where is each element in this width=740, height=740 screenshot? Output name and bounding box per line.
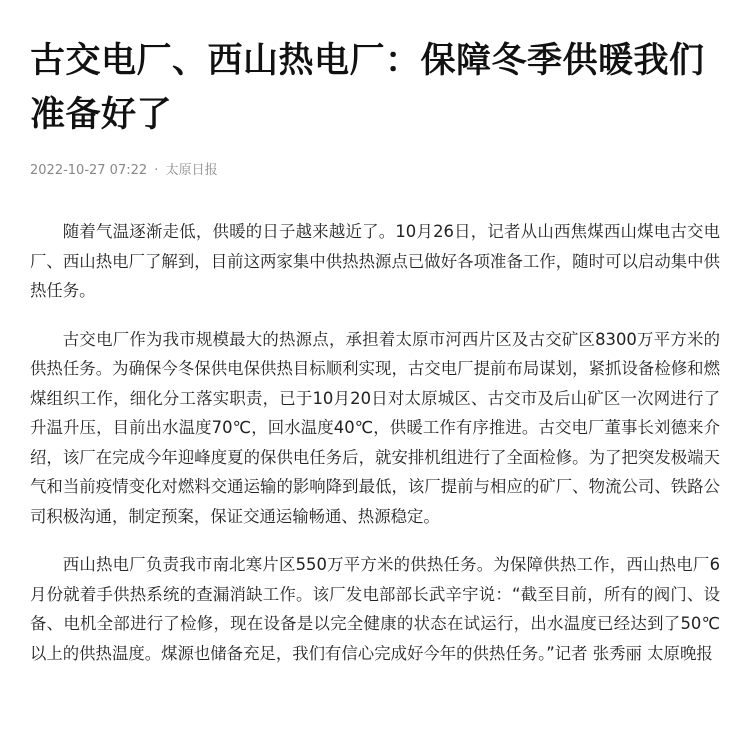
article-body — [30, 217, 720, 668]
meta-separator: · — [154, 163, 159, 178]
article-meta — [30, 162, 720, 180]
paragraph-3: 西山热电厂负责我市南北寒片区550万平方米的供热任务。为保障供热工作，西山热电厂6月份就着手供热系统的查漏消缺工作。该厂发电部部长武辛宇说：“截至目前，所有的阀门、设备、电机全部进行了检修，现在设备是以完全健康的状态在试运行，出水温度已经达到了50℃以上的供热温度。煤源也储备充足，我们有信心完成好今年的供热任务。”记者 张秀丽 太原晚报 — [30, 555, 720, 663]
article-title: 古交电厂、西山热电厂：保障冬季供暖我们准备好了 — [30, 41, 705, 135]
paragraph-1: 随着气温逐渐走低，供暖的日子越来越近了。10月26日，记者从山西焦煤西山煤电古交电厂、西山热电厂了解到，目前这两家集中供热热源点已做好各项准备工作，随时可以启动集中供热任务。 — [30, 222, 720, 300]
article-source: 太原日报 — [165, 163, 218, 178]
article — [30, 34, 720, 687]
publish-date: 2022-10-27 07:22 — [30, 163, 148, 178]
paragraph-2: 古交电厂作为我市规模最大的热源点，承担着太原市河西片区及古交矿区8300万平方米的供热任务。为确保今冬保供电保供热目标顺利实现，古交电厂提前布局谋划，紧抓设备检修和燃煤组织工作，细化分工落实职责，已于10月20日对太原城区、古交市及后山矿区一次网进行了升温升压，目前出水温度70℃，回水温度40℃，供暖工作有序推进。古交电厂董事长刘德来介绍，该厂在完成今年迎峰度夏的保供电任务后，就安排机组进行了全面检修。为了把突发极端天气和当前疫情变化对燃料交通运输的影响降到最低，该厂提前与相应的矿厂、物流公司、铁路公司积极沟通，制定预案，保证交通运输畅通、热源稳定。 — [30, 329, 720, 526]
